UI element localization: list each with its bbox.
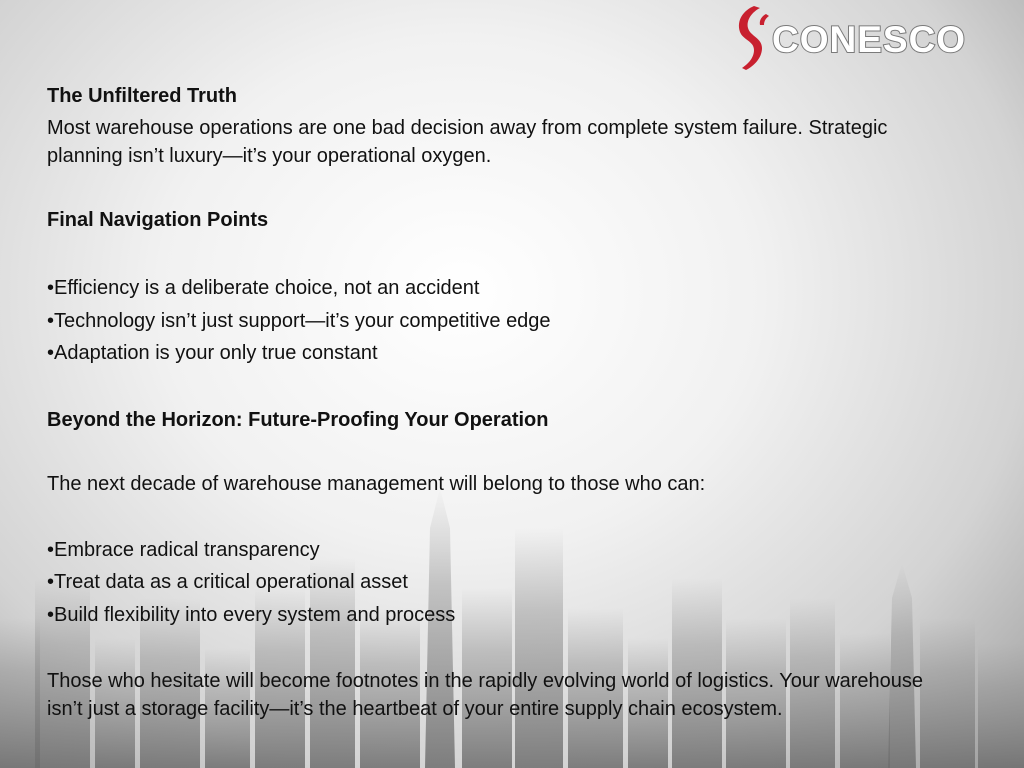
bullet-list-horizon: [47, 534, 947, 632]
list-item: •Adaptation is your only true constant: [47, 342, 378, 364]
list-item: •Treat data as a critical operational asset: [47, 571, 408, 593]
list-item: •Build flexibility into every system and process: [47, 603, 456, 626]
section-heading-navigation: Final Navigation Points: [47, 209, 269, 231]
conesco-logo: [732, 4, 1012, 74]
section-heading-truth: The Unfiltered Truth: [47, 85, 237, 107]
slide-content: [47, 82, 947, 723]
logo-s-mark-icon: [739, 6, 769, 70]
section-heading-horizon: Beyond the Horizon: Future-Proofing Your Operation: [47, 408, 549, 431]
paragraph-closing: Those who hesitate will become footnotes in the rapidly evolving world of logistics. Your warehouse isn’t just a storage facility—it’s the heartbeat of your entire supply chain ecosystem.: [47, 670, 924, 720]
bullet-list-navigation: [47, 272, 947, 370]
paragraph-horizon-intro: The next decade of warehouse management will belong to those who can:: [47, 472, 706, 495]
list-item: •Efficiency is a deliberate choice, not an accident: [47, 277, 480, 299]
logo-wordmark: CONESCO: [772, 19, 967, 60]
list-item: •Embrace radical transparency: [47, 538, 320, 561]
paragraph-truth: Most warehouse operations are one bad decision away from complete system failure. Strategic planning isn’t luxury—it’s your operational oxygen.: [47, 117, 888, 167]
list-item: •Technology isn’t just support—it’s your competitive edge: [47, 309, 551, 332]
